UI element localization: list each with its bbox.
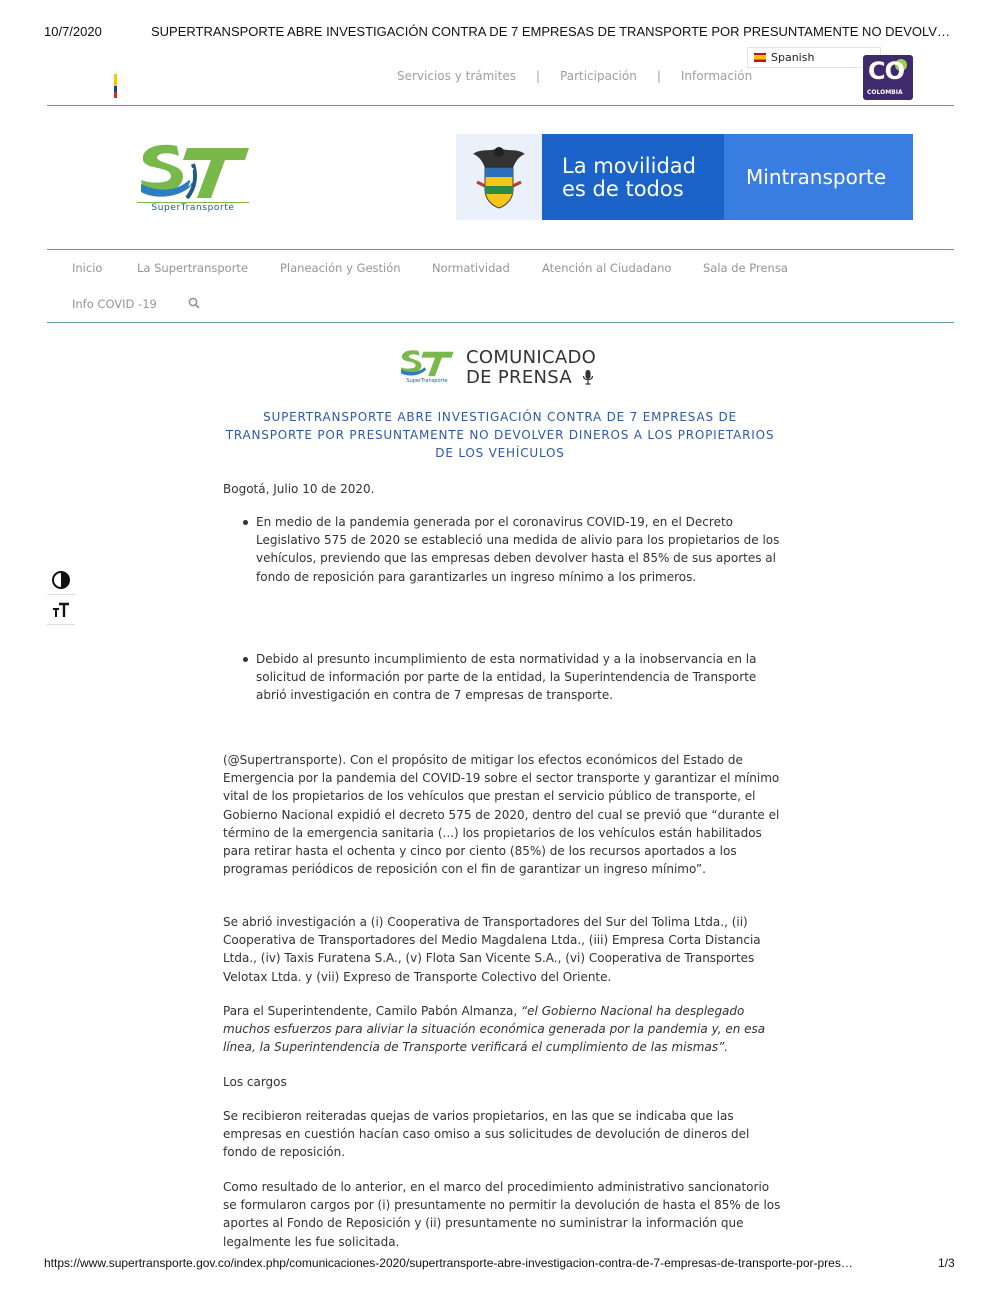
quote-text: “el Gobierno Nacional ha desplegado muchos esfuerzos para aliviar la situación económica generada por la pandemia y, en esa línea, la Superintendencia de Transporte verificará el cumplimiento de las mismas”. [223, 1004, 766, 1055]
language-label: Spanish [771, 51, 815, 64]
separator: | [656, 69, 661, 83]
coat-of-arms-icon [456, 134, 542, 220]
divider [47, 249, 954, 250]
article-subhead: Los cargos [223, 1075, 287, 1089]
colombia-flag-icon [114, 74, 117, 98]
article-paragraph: (@Supertransporte). Con el propósito de mitigar los efectos económicos del Estado de Emergencia por la pandemia del COVID-19 sobre el sector transporte y garantizar el mínimo vital de los propietarios de los vehículos que prestan el servicio público de transporte, el Gobierno Nacional expidió el decreto 575 de 2020, dentro del cual se previó que “durante el término de la emergencia sanitaria (...) los propietarios de los vehículos están habilitados para retirar hasta el ochenta y cinco por ciento (85%) de los recursos aportados a los programas periódicos de reposición con el fin de garantizar un ingreso mínimo”. [223, 753, 780, 877]
supertransporte-logo[interactable] [137, 140, 252, 215]
article-paragraph: Se recibieron reiteradas quejas de varios propietarios, en las que se indicaba que las empresas en cuestión hacían caso omiso a sus solicitudes de devolución de dineros del fondo de reposición. [223, 1109, 750, 1160]
print-page-number: 1/3 [938, 1256, 955, 1270]
separator: | [535, 69, 541, 83]
nav-item-supertransporte[interactable]: La Supertransporte [137, 261, 249, 275]
article-paragraph: Se abrió investigación a (i) Cooperativa de Transportadores del Sur del Tolima Ltda., (ii) Cooperativa de Transportadores del Medio Magdalena Ltda., (iii) Empresa Corta Distancia Ltda., (iv) Taxis Furatena S.A., (v) Flota San Vicente S.A., (vi) Cooperativa de Transportes Velotax Ltda. y (vii) Expreso de Transporte Colectivo del Oriente. [223, 915, 761, 984]
banner-line1: La movilidad [562, 154, 697, 178]
print-url: https://www.supertransporte.gov.co/index.php/comunicaciones-2020/supertransporte-abre-investigacion-contra-de-7-empresas-de-transporte-por-pres… [44, 1256, 853, 1270]
comunicado-subtitle-text: DE PRENSA [466, 367, 572, 388]
toplink-informacion[interactable]: Información [680, 69, 753, 83]
spain-flag-icon [754, 53, 766, 62]
logo-caption: SuperTransporte [137, 202, 249, 213]
article-dateline: Bogotá, Julio 10 de 2020. [223, 482, 375, 496]
co-text: CO [868, 57, 905, 85]
top-links [397, 69, 752, 83]
toplink-servicios[interactable]: Servicios y trámites [397, 69, 516, 83]
article-bullet: En medio de la pandemia generada por el coronavirus COVID-19, en el Decreto Legislativo 575 de 2020 se estableció una medida de alivio para los propietarios de los vehículos, previendo que las empresas deben devolver hasta el 85% de sus aportes al fondo de reposición para garantizarles un ingreso mínimo a los primeros. [256, 515, 780, 584]
article-headline: SUPERTRANSPORTE ABRE INVESTIGACIÓN CONTRA DE 7 EMPRESAS DE TRANSPORTE POR PRESUNTAMENTE NO DEVOLVER DINEROS A LOS PROPIETARIOS DE LOS VEHÍCULOS [225, 410, 775, 460]
mintransporte-banner[interactable] [456, 134, 913, 220]
nav-item-inicio[interactable]: Inicio [72, 261, 103, 275]
text-size-icon[interactable] [47, 595, 75, 625]
comunicado-title: COMUNICADO [466, 347, 597, 368]
contrast-toggle-icon[interactable] [47, 565, 75, 595]
co-colombia-logo[interactable] [863, 55, 913, 100]
st-logo-icon [399, 347, 455, 379]
toplink-participacion[interactable]: Participación [560, 69, 637, 83]
print-date: 10/7/2020 [44, 24, 102, 39]
nav-item-covid[interactable]: Info COVID -19 [72, 297, 157, 311]
main-nav [72, 261, 952, 321]
divider [47, 105, 954, 106]
microphone-icon [582, 369, 594, 385]
comunicado-logo-caption: SuperTransporte [406, 378, 448, 384]
banner-line2: es de todos [562, 177, 684, 201]
search-icon[interactable] [188, 297, 200, 312]
st-logo-icon [137, 140, 252, 202]
co-sub: COLOMBIA [867, 89, 903, 96]
banner-ministry: Mintransporte [724, 134, 913, 220]
nav-item-planeacion[interactable]: Planeación y Gestión [280, 261, 401, 275]
accessibility-tools [47, 565, 75, 625]
comunicado-subtitle [466, 367, 594, 388]
bullet-dot [243, 520, 248, 525]
nav-item-sala-prensa[interactable]: Sala de Prensa [703, 261, 788, 275]
article-paragraph-quote [223, 1002, 783, 1057]
article-bullet: Debido al presunto incumplimiento de esta normatividad y a la inobservancia en la solicitud de información por parte de la entidad, la Superintendencia de Transporte abrió investigación en contra de 7 empresas de transporte. [256, 652, 757, 703]
quote-lead: Para el Superintendente, Camilo Pabón Almanza, [223, 1004, 521, 1018]
print-title: SUPERTRANSPORTE ABRE INVESTIGACIÓN CONTRA DE 7 EMPRESAS DE TRANSPORTE POR PRESUNTAMENTE NO DEVOLV… [151, 24, 950, 39]
bullet-dot [243, 657, 248, 662]
nav-item-normatividad[interactable]: Normatividad [432, 261, 510, 275]
comunicado-de-prensa-header [399, 347, 604, 389]
banner-slogan [542, 134, 724, 220]
nav-item-atencion[interactable]: Atención al Ciudadano [542, 261, 672, 275]
divider [47, 322, 954, 323]
language-selector[interactable] [747, 47, 881, 68]
article-paragraph: Como resultado de lo anterior, en el marco del procedimiento administrativo sancionatorio se formularon cargos por (i) presuntamente no permitir la devolución de hasta el 85% de los aportes al Fondo de Reposición y (ii) presuntamente no suministrar la información que legalmente les fue solicitada. [223, 1180, 781, 1249]
